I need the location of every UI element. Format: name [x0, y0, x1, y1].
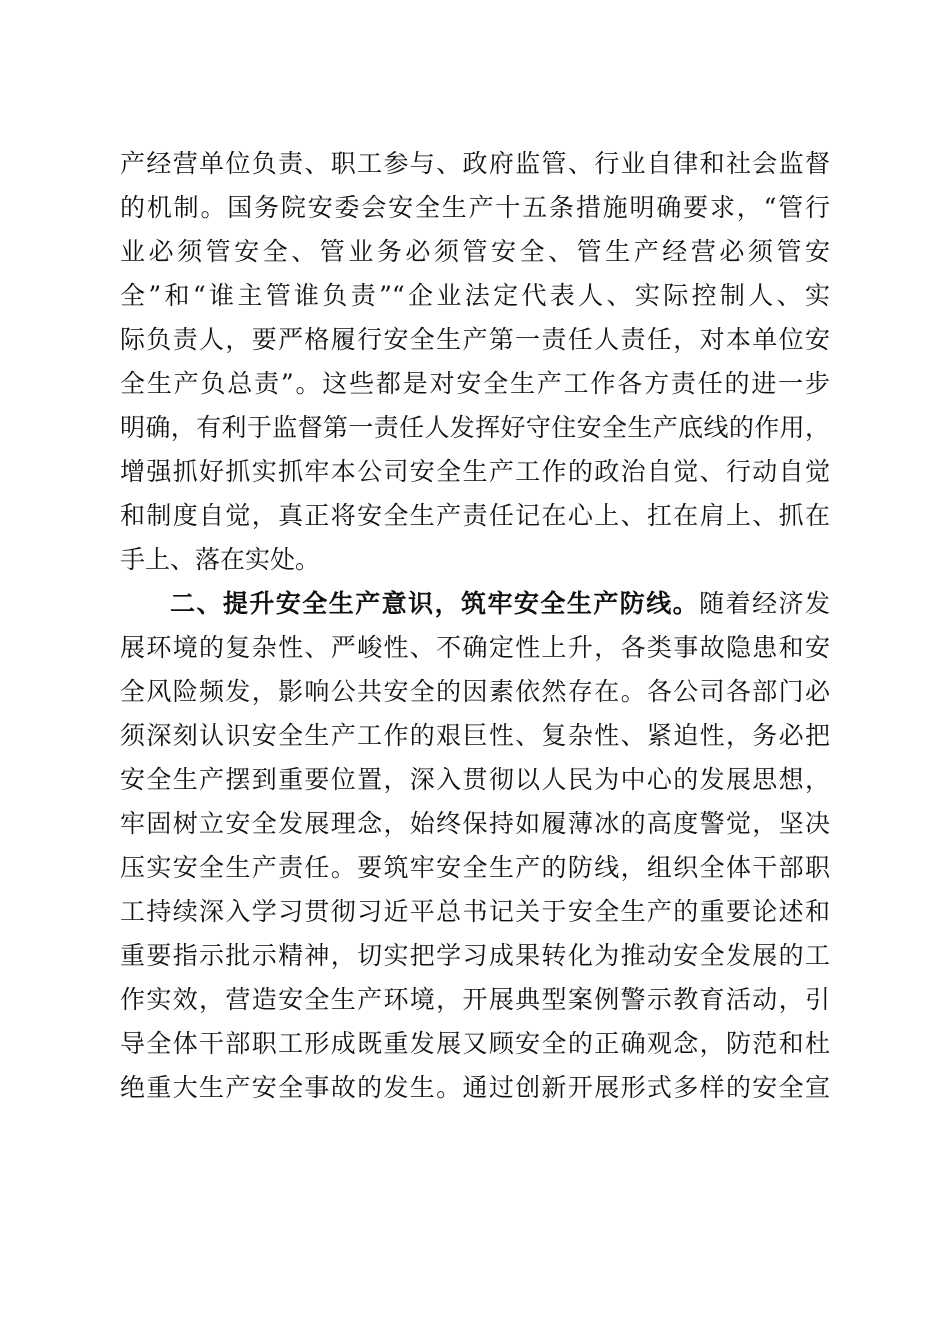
paragraph-1-line-1: 产经营单位负责、职工参与、政府监管、行业自律和社会监督 — [120, 149, 830, 178]
paragraph-2-line-1 — [170, 582, 830, 626]
paragraph-1-line-9: 和制度自觉，真正将安全生产责任记在心上、扛在肩上、抓在 — [120, 501, 830, 530]
paragraph-2-line-4: 须深刻认识安全生产工作的艰巨性、复杂性、紧迫性，务必把 — [120, 721, 830, 750]
paragraph-2-line-10: 作实效，营造安全生产环境，开展典型案例警示教育活动，引 — [120, 985, 830, 1014]
paragraph-2-line-11: 导全体干部职工形成既重发展又顾安全的正确观念，防范和杜 — [120, 1029, 830, 1058]
paragraph-2-line-8: 工持续深入学习贯彻习近平总书记关于安全生产的重要论述和 — [120, 897, 830, 926]
paragraph-2-line-2: 展环境的复杂性、严峻性、不确定性上升，各类事故隐患和安 — [120, 633, 830, 662]
paragraph-1-line-8: 增强抓好抓实抓牢本公司安全生产工作的政治自觉、行动自觉 — [120, 457, 830, 486]
paragraph-1-line-6: 全生产负总责”。这些都是对安全生产工作各方责任的进一步 — [120, 369, 830, 398]
paragraph-1-line-7: 明确，有利于监督第一责任人发挥好守住安全生产底线的作用， — [120, 413, 830, 442]
paragraph-1-line-4: 全”和“谁主管谁负责”“企业法定代表人、实际控制人、实 — [120, 281, 830, 310]
paragraph-1-line-3: 业必须管安全、管业务必须管安全、管生产经营必须管安 — [120, 237, 830, 266]
paragraph-2-line-5: 安全生产摆到重要位置，深入贯彻以人民为中心的发展思想， — [120, 765, 830, 794]
paragraph-1-line-5: 际负责人，要严格履行安全生产第一责任人责任，对本单位安 — [120, 325, 830, 354]
paragraph-1-line-2: 的机制。国务院安委会安全生产十五条措施明确要求，“管行 — [120, 193, 830, 222]
paragraph-2-line-1-text: 随着经济发 — [699, 589, 830, 618]
paragraph-2-line-6: 牢固树立安全发展理念，始终保持如履薄冰的高度警觉，坚决 — [120, 809, 830, 838]
paragraph-2-line-12: 绝重大生产安全事故的发生。通过创新开展形式多样的安全宣 — [120, 1073, 830, 1102]
paragraph-2-line-9: 重要指示批示精神，切实把学习成果转化为推动安全发展的工 — [120, 941, 830, 970]
paragraph-1-line-10: 手上、落在实处。 — [120, 545, 321, 574]
paragraph-2-line-3: 全风险频发，影响公共安全的因素依然存在。各公司各部门必 — [120, 677, 830, 706]
section-heading: 二、提升安全生产意识，筑牢安全生产防线。 — [170, 589, 700, 618]
paragraph-2-line-7: 压实安全生产责任。要筑牢安全生产的防线，组织全体干部职 — [120, 853, 830, 882]
